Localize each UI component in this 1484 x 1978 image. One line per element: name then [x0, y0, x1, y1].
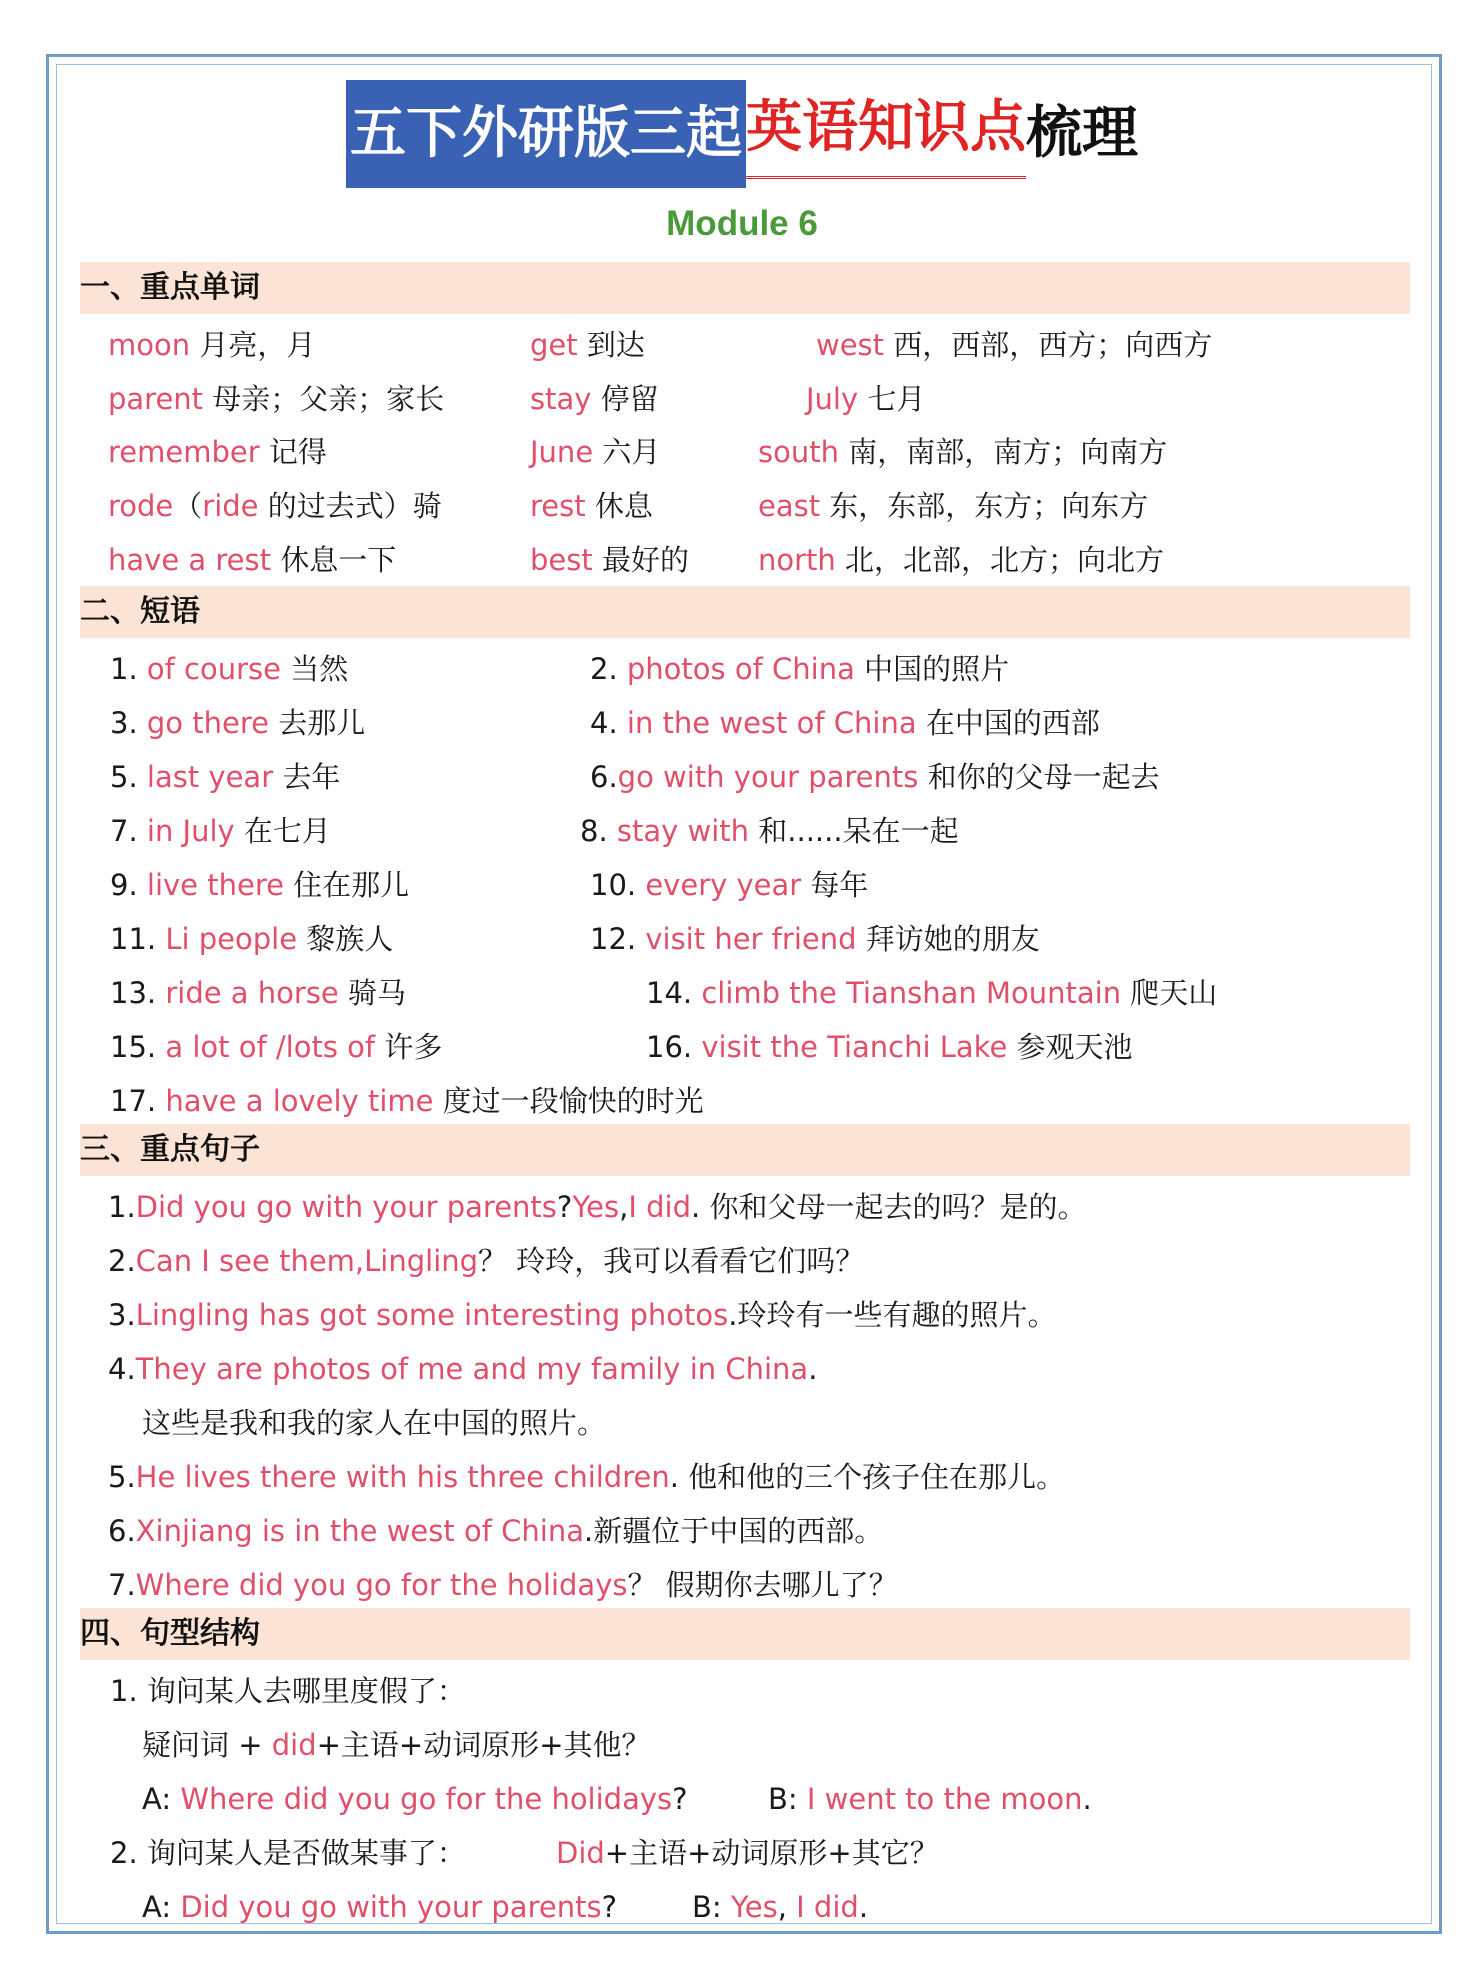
word-item: have a rest 休息一下 — [108, 543, 397, 577]
title-part-grade: 五下外研版三起 — [346, 80, 746, 188]
phrase-item: 3. go there 去那儿 — [110, 706, 366, 740]
word-item: remember 记得 — [108, 435, 327, 469]
sentence-item: 6.Xinjiang is in the west of China.新疆位于中国的西部。 — [108, 1514, 884, 1548]
word-item: June 六月 — [530, 435, 661, 469]
phrase-item: 9. live there 住在那儿 — [110, 868, 410, 902]
pattern-line: 疑问词 + did+主语+动词原形+其他？ — [142, 1728, 651, 1762]
word-item: moon 月亮，月 — [108, 328, 316, 362]
phrase-item: 8. stay with 和......呆在一起 — [580, 814, 959, 848]
word-item: July 七月 — [806, 382, 926, 416]
title-part-knowledge: 英语知识点 — [746, 80, 1026, 179]
pattern-example: B: I went to the moon. — [768, 1782, 1092, 1816]
section-heading-phrases: 二、短语 — [80, 586, 1410, 638]
phrase-item: 16. visit the Tianchi Lake 参观天池 — [646, 1030, 1133, 1064]
phrase-item: 10. every year 每年 — [590, 868, 869, 902]
phrase-item: 11. Li people 黎族人 — [110, 922, 394, 956]
section-heading-sentences: 三、重点句子 — [80, 1124, 1410, 1176]
word-item: west 西，西部，西方；向西方 — [816, 328, 1213, 362]
word-item: best 最好的 — [530, 543, 689, 577]
pattern-example: A: Did you go with your parents? — [142, 1890, 617, 1924]
sentence-item: 5.He lives there with his three children. 他和他的三个孩子住在那儿。 — [108, 1460, 1066, 1494]
phrase-item: 5. last year 去年 — [110, 760, 341, 794]
word-item: north 北，北部，北方；向北方 — [758, 543, 1165, 577]
word-item: south 南，南部，南方；向南方 — [758, 435, 1168, 469]
sentence-item: 4.They are photos of me and my family in China. — [108, 1352, 818, 1386]
phrase-item: 7. in July 在七月 — [110, 814, 331, 848]
phrase-item: 1. of course 当然 — [110, 652, 349, 686]
phrase-item: 14. climb the Tianshan Mountain 爬天山 — [646, 976, 1218, 1010]
pattern-example: A: Where did you go for the holidays? — [142, 1782, 688, 1816]
word-item: stay 停留 — [530, 382, 659, 416]
phrase-item: 12. visit her friend 拜访她的朋友 — [590, 922, 1040, 956]
word-item: get 到达 — [530, 328, 645, 362]
word-item: rest 休息 — [530, 489, 653, 523]
word-item: parent 母亲；父亲；家长 — [108, 382, 445, 416]
phrase-item: 15. a lot of /lots of 许多 — [110, 1030, 443, 1064]
phrase-item: 6.go with your parents 和你的父母一起去 — [590, 760, 1160, 794]
phrase-item: 2. photos of China 中国的照片 — [590, 652, 1010, 686]
title-part-summary: 梳理 — [1026, 101, 1138, 166]
page-title — [0, 80, 1484, 188]
sentence-item: 7.Where did you go for the holidays？ 假期你去哪儿了？ — [108, 1568, 898, 1602]
word-item: east 东，东部，东方；向东方 — [758, 489, 1149, 523]
pattern-line: 1. 询问某人去哪里度假了： — [110, 1674, 466, 1708]
section-heading-words: 一、重点单词 — [80, 262, 1410, 314]
sentence-item: 2.Can I see them,Lingling？ 玲玲，我可以看看它们吗？ — [108, 1244, 865, 1278]
sentence-translation: 这些是我和我的家人在中国的照片。 — [142, 1406, 607, 1440]
module-heading: Module 6 — [666, 204, 818, 243]
phrase-item: 17. have a lovely time 度过一段愉快的时光 — [110, 1084, 704, 1118]
phrase-item: 13. ride a horse 骑马 — [110, 976, 406, 1010]
pattern-example: B: Yes, I did. — [692, 1890, 869, 1924]
sentence-item: 3.Lingling has got some interesting photos.玲玲有一些有趣的照片。 — [108, 1298, 1057, 1332]
phrase-item: 4. in the west of China 在中国的西部 — [590, 706, 1100, 740]
pattern-line: Did+主语+动词原形+其它？ — [556, 1836, 939, 1870]
sentence-item: 1.Did you go with your parents?Yes,I did. 你和父母一起去的吗？是的。 — [108, 1190, 1087, 1224]
pattern-line: 2. 询问某人是否做某事了： — [110, 1836, 466, 1870]
word-item: rode（ride 的过去式）骑 — [108, 489, 442, 523]
section-heading-patterns: 四、句型结构 — [80, 1608, 1410, 1660]
